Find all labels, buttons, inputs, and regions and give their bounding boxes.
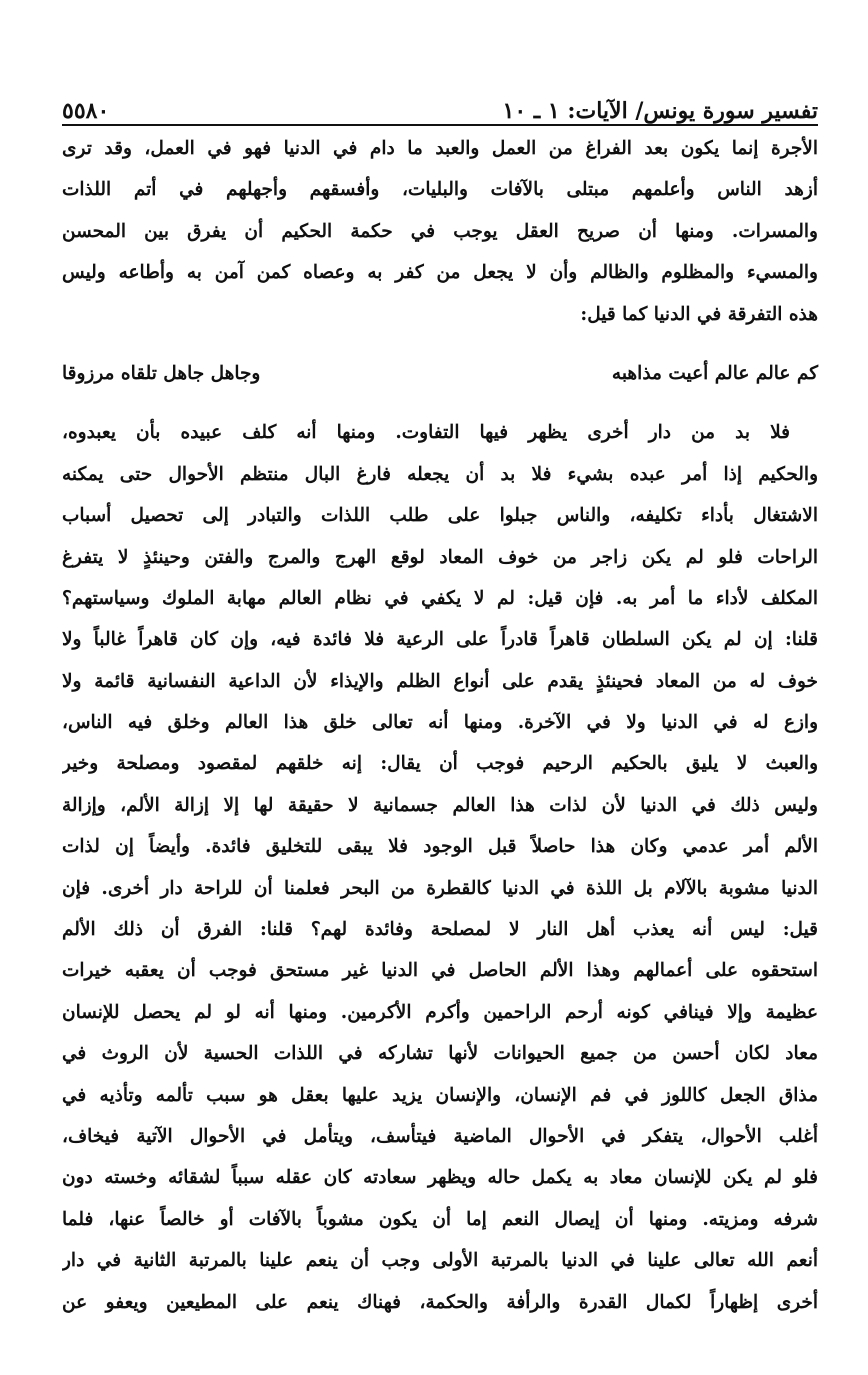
- page-header: [62, 84, 818, 124]
- text-line: فلا بد من دار أخرى يظهر فيها التفاوت. ومنها أنه كلف عبيده بأن يعبدوه،: [62, 422, 790, 444]
- body-text: [62, 128, 818, 1323]
- text-line: قيل: ليس أنه يعذب أهل النار لا لمصلحة وفائدة لهم؟ قلنا: الفرق أن ذلك الألم: [62, 919, 818, 941]
- text-line: خوف له من المعاد فحينئذٍ يقدم على أنواع الظلم والإيذاء لأن الداعية النفسانية قائمة ولا: [62, 670, 818, 692]
- text-line: قلنا: إن لم يكن السلطان قاهراً قادراً على الرعية فلا فائدة فيه، وإن كان قاهراً غالباً ولا: [62, 629, 818, 651]
- text-line: شرفه ومزيته. ومنها أن إيصال النعم إما أن يكون مشوباً بالآفات أو خالصاً عنها، فلما: [62, 1208, 818, 1230]
- text-line: والمسرات. ومنها أن صريح العقل يوجب في حكمة الحكيم أن يفرق بين المحسن: [62, 220, 818, 242]
- text-line: والحكيم إذا أمر عبده بشيء فلا بد أن يجعله فارغ البال منتظم الأحوال حتى يمكنه: [62, 463, 818, 485]
- text-line: المكلف لأداء ما أمر به. فإن قيل: لم لا يكفي في نظام العالم مهابة الملوك وسياستهم؟: [62, 587, 818, 609]
- text-line: أنعم الله تعالى علينا في الدنيا بالمرتبة الأولى وجب أن ينعم علينا بالمرتبة الثانية في دار: [62, 1250, 818, 1272]
- text-line: هذه التفرقة في الدنيا كما قيل:: [580, 303, 818, 325]
- text-line: فلو لم يكن للإنسان معاد به يكمل حاله ويظهر سعادته كان عقله سبباً لشقائه وخسته دون: [62, 1167, 818, 1189]
- text-line: الدنيا مشوبة بالآلام بل اللذة في الدنيا كالقطرة من البحر فعلمنا أن للراحة دار أخرى. فإن: [62, 877, 818, 899]
- text-line: معاد لكان أحسن من جميع الحيوانات لأنها تشاركه في اللذات الحسية لأن الروث في: [62, 1043, 818, 1065]
- text-line: أزهد الناس وأعلمهم مبتلى بالآفات والبليات، وأفسقهم وأجهلهم في أتم اللذات: [62, 179, 818, 201]
- text-line: الاشتغال بأداء تكليفه، والناس جبلوا على طلب اللذات والتبادر إلى تحصيل أسباب: [62, 505, 818, 527]
- text-line: والعبث لا يليق بالحكيم الرحيم فوجب أن يقال: إنه خلقهم لمقصود ومصلحة وخير: [62, 753, 818, 775]
- text-line: الراحات فلو لم يكن زاجر من خوف المعاد لوقع الهرج والمرج والفتن وحينئذٍ لا يتفرغ: [62, 546, 818, 568]
- text-line: وليس ذلك في الدنيا لأن لذات هذا العالم جسمانية لا حقيقة لها إلا إزالة الألم، وإزالة: [62, 794, 818, 816]
- text-line: استحقوه على أعمالهم وهذا الألم الحاصل في الدنيا غير مستحق فوجب أن يعقبه خيرات: [62, 960, 818, 982]
- text-line: الأجرة إنما يكون بعد الفراغ من العمل والعبد ما دام في الدنيا فهو في العمل، وقد ترى: [62, 138, 818, 159]
- text-line: الألم أمر عدمي وكان هذا حاصلاً قبل الوجود فلا يبقى للتخليق فائدة. وأيضاً إن لذات: [62, 836, 818, 858]
- header-rule: [62, 124, 818, 126]
- verse-second-hemistich: وجاهل جاهل تلقاه مرزوقا: [62, 362, 261, 384]
- text-line: عظيمة وإلا فينافي كونه أرحم الراحمين وأكرم الأكرمين. ومنها أنه لو لم يحصل للإنسان: [62, 1001, 818, 1023]
- poetry-verse: [62, 353, 818, 394]
- text-line: أغلب الأحوال، يتفكر في الأحوال الماضية فيتأسف، ويتأمل في الأحوال الآتية فيخاف،: [62, 1125, 818, 1147]
- page-number: ٥٥٨٠: [62, 98, 110, 124]
- text-line: أخرى إظهاراً لكمال القدرة والرأفة والحكمة، فهناك ينعم على المطيعين ويعفو عن: [62, 1291, 818, 1313]
- text-line: مذاق الجعل كاللوز في فم الإنسان، والإنسان يزيد عليها بعقل هو سبب تألمه وتأذيه في: [62, 1084, 818, 1106]
- text-line: وازع له في الدنيا ولا في الآخرة. ومنها أنه تعالى خلق هذا العالم وخلق فيه الناس،: [62, 712, 818, 734]
- text-line: والمسيء والمظلوم والظالم وأن لا يجعل من كفر به وعصاه كمن آمن به وأطاعه وليس: [62, 262, 818, 284]
- running-title: تفسير سورة يونس/ الآيات: ١ ـ ١٠: [502, 98, 818, 124]
- verse-first-hemistich: كم عالم عالم أعيت مذاهبه: [611, 362, 818, 384]
